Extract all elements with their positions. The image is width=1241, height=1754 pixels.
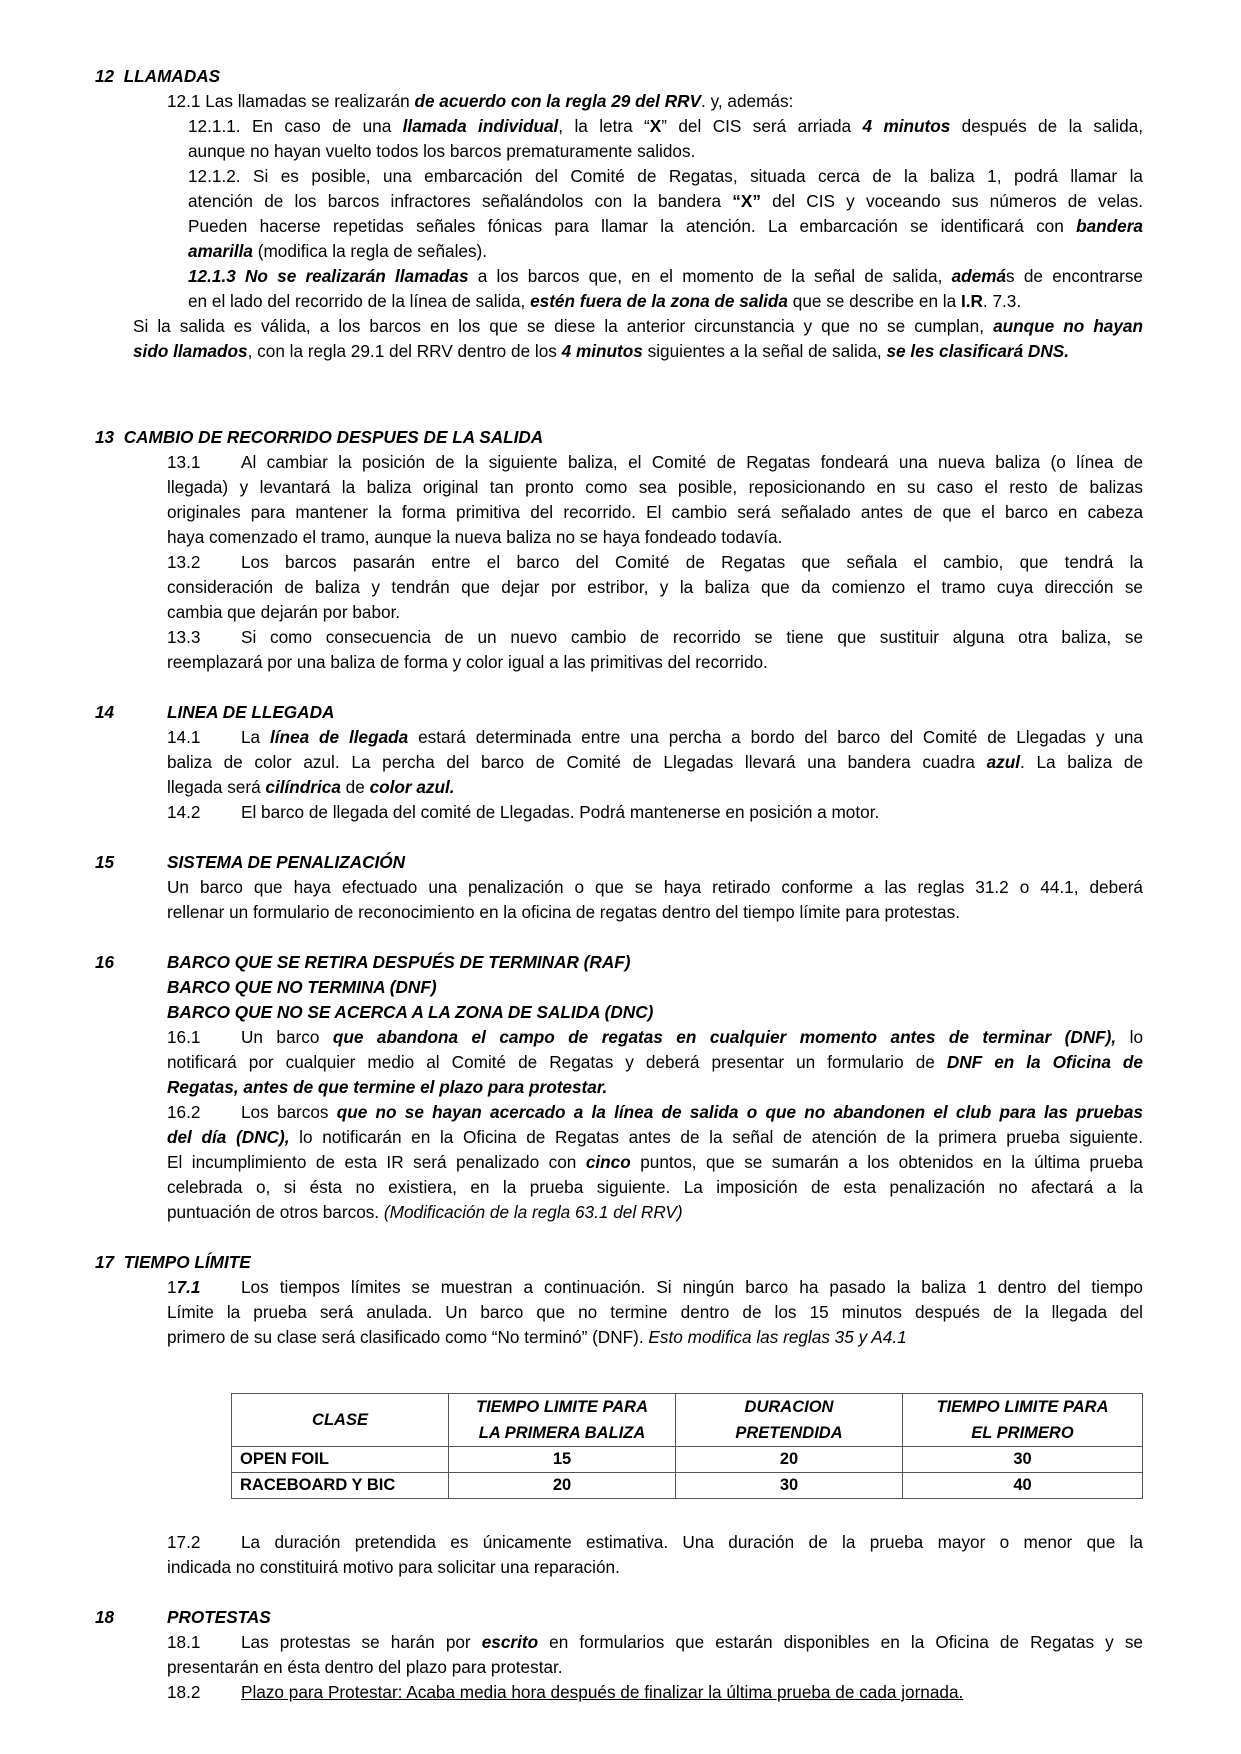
paragraph-13-3-line2: reemplazará por una baliza de forma y color igual a las primitivas del recorrido. — [167, 652, 768, 672]
text-italic: (Modificación de la regla 63.1 del RRV) — [383, 1202, 683, 1222]
paragraph-13-1-line4: haya comenzado el tramo, aunque la nueva baliza no se haya fondeado todavía. — [167, 527, 783, 547]
text: . La baliza de — [1020, 752, 1143, 772]
text-emphasis: amarilla — [188, 241, 253, 261]
paragraph-12-1-1-line1 — [188, 114, 1143, 139]
paragraph-16-1-line3: Regatas, antes de que termine el plazo para protestar. — [167, 1077, 608, 1097]
paragraph-16-2-line2 — [167, 1125, 1143, 1150]
paragraph-number: 14.1 — [167, 727, 201, 747]
paragraph-12-1-2-line1: 12.1.2. Si es posible, una embarcación del Comité de Regatas, situada cerca de la baliza 1, podrá llamar la — [188, 166, 1143, 186]
text: baliza de color azul. La percha del barco de Comité de Llegadas llevará una bandera cuadra — [167, 752, 987, 772]
text-emphasis: cinco — [585, 1152, 631, 1172]
section-15-number: 15 — [95, 852, 115, 872]
text-emphasis: escrito — [481, 1632, 539, 1652]
text: de — [340, 777, 370, 797]
text: , con la regla 29.1 del RRV dentro de los — [247, 341, 562, 361]
table-header-row — [232, 1394, 1143, 1447]
text: ” del CIS será arriada — [661, 116, 863, 136]
paragraph-18-1-line1 — [167, 1630, 1143, 1655]
text-emphasis: DNF en la Oficina de — [946, 1052, 1143, 1072]
table-header-cell — [232, 1394, 449, 1447]
text-emphasis: de acuerdo con la regla 29 del RRV — [414, 91, 702, 111]
paragraph-17-2-line2: indicada no constituirá motivo para solicitar una reparación. — [167, 1557, 620, 1577]
paragraph-12-1 — [167, 89, 793, 114]
paragraph-16-2-line3 — [167, 1150, 1143, 1175]
paragraph-number: 14.2 — [167, 802, 201, 822]
paragraph-14-1-line1 — [167, 725, 1143, 750]
paragraph-number: 16.2 — [167, 1102, 201, 1122]
section-title: CAMBIO DE RECORRIDO DESPUES DE LA SALIDA — [123, 427, 544, 447]
text: Al cambiar la posición de la siguiente baliza, el Comité de Regatas fondeará una nueva baliza (o línea de — [241, 452, 1143, 472]
section-title: TIEMPO LÍMITE — [123, 1252, 251, 1272]
paragraph-valid-start-line1 — [133, 314, 1143, 339]
paragraph-16-2-line5 — [167, 1200, 683, 1225]
text-emphasis: cilíndrica — [265, 777, 341, 797]
table-cell: 40 — [903, 1473, 1143, 1499]
paragraph-16-2-line1 — [167, 1100, 1143, 1125]
paragraph-12-1-3-line2 — [188, 289, 1021, 314]
text: que se describe en la — [787, 291, 961, 311]
paragraph-14-1-line3 — [167, 775, 455, 800]
text: La — [241, 727, 270, 747]
paragraph-15-line2: rellenar un formulario de reconocimiento en la oficina de regatas dentro del tiempo límite para protestas. — [167, 902, 960, 922]
text: PRETENDIDA — [735, 1424, 843, 1442]
table-header-cell — [676, 1394, 903, 1447]
paragraph-13-1-line3: originales para mantener la forma primitiva del recorrido. El cambio será señalado antes de que el barco en cabeza — [167, 502, 1143, 522]
paragraph-number: 18.1 — [167, 1632, 201, 1652]
paragraph-number: 13.1 — [167, 452, 201, 472]
text-emphasis: estén fuera de la zona de salida — [530, 291, 788, 311]
text: CLASE — [312, 1411, 368, 1429]
text: notificará por cualquier medio al Comité de Regatas y deberá presentar un formulario de — [167, 1052, 947, 1072]
section-12-heading — [95, 64, 220, 89]
text: atención de los barcos infractores señalándolos con la bandera — [188, 191, 733, 211]
text: puntos, que se sumarán a los obtenidos en la última prueba — [630, 1152, 1143, 1172]
text-emphasis: azul — [986, 752, 1021, 772]
text: El incumplimiento de esta IR será penalizado con — [167, 1152, 586, 1172]
section-title: LLAMADAS — [123, 66, 221, 86]
paragraph-16-1-line2 — [167, 1050, 1143, 1075]
text: Los barcos — [241, 1102, 337, 1122]
section-18-number: 18 — [95, 1607, 115, 1627]
text-emphasis: llamada individual — [402, 116, 559, 136]
text: 12.1 Las llamadas se realizarán — [167, 91, 415, 111]
paragraph-16-2-line4: celebrada o, si ésta no existiera, en la prueba siguiente. La imposición de esta penalización no afectará a la — [167, 1177, 1143, 1197]
paragraph-12-1-2-line4 — [188, 239, 487, 264]
paragraph-15-line1: Un barco que haya efectuado una penalización o que se haya retirado conforme a las reglas 31.2 o 44.1, deberá — [167, 877, 1143, 897]
paragraph-17-1-line3 — [167, 1325, 907, 1350]
text-emphasis: del día (DNC), — [167, 1127, 290, 1147]
paragraph-12-1-2-line3 — [188, 214, 1143, 239]
paragraph-17-1-line1 — [167, 1275, 1143, 1300]
section-13-heading — [95, 425, 543, 450]
text: en el lado del recorrido de la línea de salida, — [188, 291, 531, 311]
paragraph-number: 16.1 — [167, 1027, 201, 1047]
table-cell: 20 — [449, 1473, 676, 1499]
text-emphasis: aunque no hayan — [993, 316, 1143, 336]
table-row — [232, 1473, 1143, 1499]
table-cell: 30 — [903, 1447, 1143, 1473]
text-underlined: Plazo para Protestar: Acaba media hora después de finalizar la última prueba de cada jornada. — [241, 1682, 964, 1702]
text: llegada será — [167, 777, 266, 797]
table-row — [232, 1447, 1143, 1473]
paragraph-14-1-line2 — [167, 750, 1143, 775]
time-limits-table — [231, 1393, 1143, 1499]
paragraph-12-1-2-line2 — [188, 189, 1143, 214]
table-cell-class: RACEBOARD Y BIC — [232, 1473, 449, 1499]
section-16-title-3: BARCO QUE NO SE ACERCA A LA ZONA DE SALIDA (DNC) — [167, 1002, 654, 1022]
table-cell: 30 — [676, 1473, 903, 1499]
table-header-cell — [449, 1394, 676, 1447]
paragraph-18-1-line2: presentarán en ésta dentro del plazo para protestar. — [167, 1657, 563, 1677]
text: Los tiempos límites se muestran a continuación. Si ningún barco ha pasado la baliza 1 dentro del tiempo — [241, 1277, 1143, 1297]
text: (modifica la regla de señales). — [252, 241, 488, 261]
text: puntuación de otros barcos. — [167, 1202, 384, 1222]
paragraph-14-2 — [167, 800, 879, 825]
section-14-number: 14 — [95, 702, 115, 722]
paragraph-12-1-3-line1 — [188, 264, 1143, 289]
section-14-title: LINEA DE LLEGADA — [167, 702, 335, 722]
section-number: 13 — [95, 427, 115, 447]
section-17-heading — [95, 1250, 251, 1275]
text: siguientes a la señal de salida, — [642, 341, 887, 361]
text-emphasis: color azul. — [369, 777, 455, 797]
text: EL PRIMERO — [971, 1424, 1074, 1442]
text-italic: Esto modifica las reglas 35 y A4.1 — [648, 1327, 907, 1347]
text: primero de su clase será clasificado como “No terminó” (DNF). — [167, 1327, 649, 1347]
text-emphasis: ademá — [951, 266, 1007, 286]
text: lo notificarán en la Oficina de Regatas antes de la señal de atención de la primera prueba siguiente. — [289, 1127, 1143, 1147]
text-emphasis: 7.1 — [176, 1277, 201, 1297]
paragraph-13-1-line2: llegada) y levantará la baliza original tan pronto como sea posible, reposicionando en su caso el resto de balizas — [167, 477, 1143, 497]
text: estará determinada entre una percha a bordo del barco del Comité de Llegadas y una — [408, 727, 1143, 747]
paragraph-number: 13.3 — [167, 627, 201, 647]
text-emphasis: que abandona el campo de regatas en cualquier momento antes de terminar (DNF), — [332, 1027, 1117, 1047]
text: del CIS y voceando sus números de velas. — [760, 191, 1143, 211]
text: Si la salida es válida, a los barcos en los que se diese la anterior circunstancia y que no se cumplan, — [133, 316, 994, 336]
table-cell: 15 — [449, 1447, 676, 1473]
section-number: 12 — [95, 66, 115, 86]
table-cell: 20 — [676, 1447, 903, 1473]
text: a los barcos que, en el momento de la señal de salida, — [468, 266, 952, 286]
section-number: 17 — [95, 1252, 115, 1272]
text: DURACION — [744, 1398, 834, 1416]
paragraph-13-2-line3: cambia que dejarán por babor. — [167, 602, 401, 622]
text: s de encontrarse — [1006, 266, 1143, 286]
text-emphasis: que no se hayan acercado a la línea de salida o que no abandonen el club para las pruebas — [336, 1102, 1143, 1122]
table-cell-class: OPEN FOIL — [232, 1447, 449, 1473]
text-bold: I.R — [960, 291, 983, 311]
section-15-title: SISTEMA DE PENALIZACIÓN — [167, 852, 406, 872]
paragraph-13-1-line1 — [167, 450, 1143, 475]
text: . y, además: — [701, 91, 794, 111]
section-16-title-2: BARCO QUE NO TERMINA (DNF) — [167, 977, 437, 997]
text-emphasis: sido llamados — [133, 341, 248, 361]
text: , la letra “ — [558, 116, 650, 136]
text: Los barcos pasarán entre el barco del Comité de Regatas que señala el cambio, que tendrá la — [241, 552, 1143, 572]
section-18-title: PROTESTAS — [167, 1607, 271, 1627]
text: La duración pretendida es únicamente estimativa. Una duración de la prueba mayor o menor que la — [241, 1532, 1143, 1552]
paragraph-number: 18.2 — [167, 1682, 201, 1702]
text: después de la salida, — [950, 116, 1144, 136]
text-bold: “X” — [732, 191, 761, 211]
paragraph-16-1-line1 — [167, 1025, 1143, 1050]
paragraph-valid-start-line2 — [133, 339, 1069, 364]
table-header-cell — [903, 1394, 1143, 1447]
text: lo — [1116, 1027, 1144, 1047]
text-emphasis: bandera — [1076, 216, 1143, 236]
text: 1 — [167, 1277, 177, 1297]
paragraph-13-2-line2: consideración de baliza y tendrán que dejar por estribor, y la baliza que da comienzo el tramo cuya dirección se — [167, 577, 1143, 597]
text: . 7.3. — [982, 291, 1022, 311]
text-bold: X — [649, 116, 662, 136]
paragraph-17-1-line2: Límite la prueba será anulada. Un barco que no termine dentro de los 15 minutos después de la llegada del — [167, 1302, 1143, 1322]
paragraph-number: 13.2 — [167, 552, 201, 572]
paragraph-18-2 — [167, 1680, 963, 1705]
paragraph-17-2-line1 — [167, 1530, 1143, 1555]
paragraph-number — [167, 1275, 241, 1300]
text-emphasis: se les clasificará DNS. — [886, 341, 1069, 361]
text: 12.1.1. En caso de una — [188, 116, 403, 136]
text: en formularios que estarán disponibles en la Oficina de Regatas y se — [538, 1632, 1143, 1652]
text-emphasis: 12.1.3 No se realizarán llamadas — [188, 266, 469, 286]
section-16-number: 16 — [95, 952, 115, 972]
text: LA PRIMERA BALIZA — [478, 1424, 646, 1442]
text-emphasis: línea de llegada — [270, 727, 409, 747]
paragraph-12-1-1-line2: aunque no hayan vuelto todos los barcos prematuramente salidos. — [188, 141, 696, 161]
text: TIEMPO LIMITE PARA — [936, 1398, 1109, 1416]
text: Si como consecuencia de un nuevo cambio de recorrido se tiene que sustituir alguna otra baliza, se — [241, 627, 1143, 647]
paragraph-13-2-line1 — [167, 550, 1143, 575]
text-emphasis: 4 minutos — [561, 341, 643, 361]
text-emphasis: 4 minutos — [862, 116, 951, 136]
section-16-title-1: BARCO QUE SE RETIRA DESPUÉS DE TERMINAR (RAF) — [167, 952, 631, 972]
text: TIEMPO LIMITE PARA — [475, 1398, 649, 1416]
text: Un barco — [241, 1027, 333, 1047]
text: Pueden hacerse repetidas señales fónicas para llamar la atención. La embarcación se identificará con — [188, 216, 1077, 236]
paragraph-number: 17.2 — [167, 1532, 201, 1552]
paragraph-13-3-line1 — [167, 625, 1143, 650]
text: El barco de llegada del comité de Llegadas. Podrá mantenerse en posición a motor. — [241, 802, 880, 822]
text: Las protestas se harán por — [241, 1632, 482, 1652]
